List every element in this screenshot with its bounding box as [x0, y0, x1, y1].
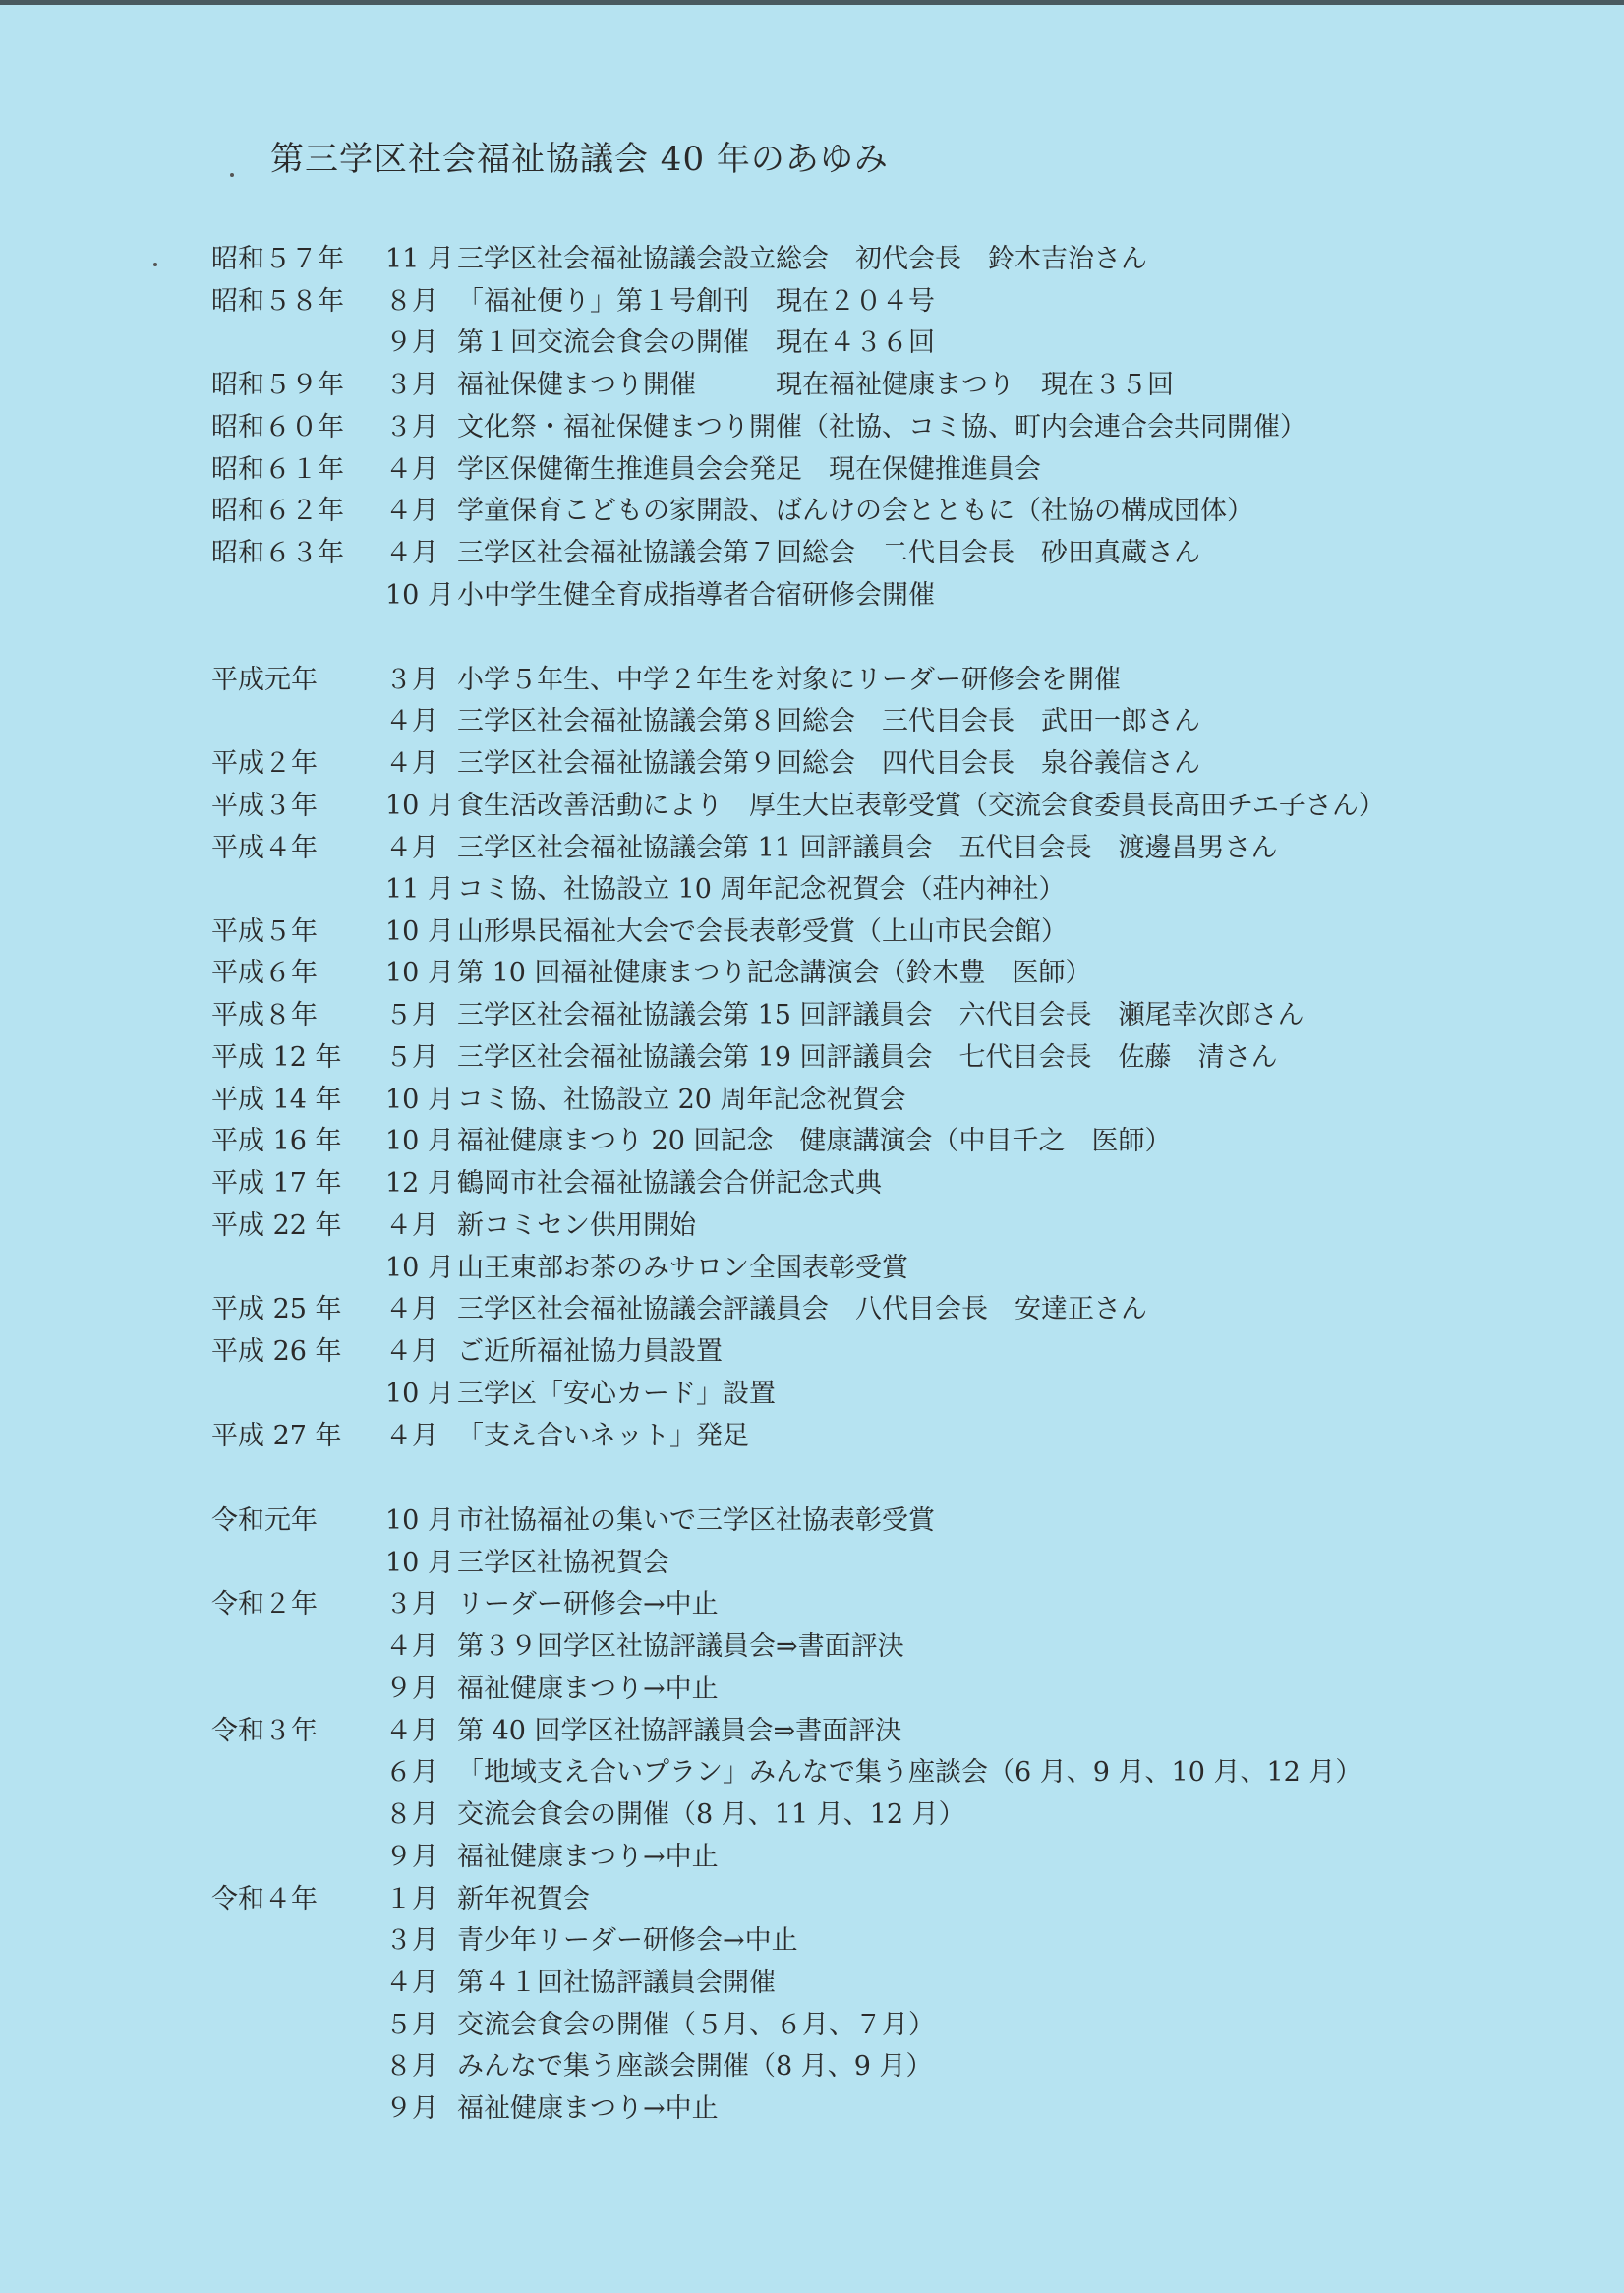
- entry-month: ９月: [385, 1842, 438, 1872]
- entry-era: 令和４年: [211, 1884, 318, 1914]
- entry-text: 「地域支え合いプラン」みんなで集う座談会（6 月、9 月、10 月、12 月）: [457, 1757, 1363, 1788]
- entry-era: 昭和６３年: [211, 538, 344, 568]
- entry-month: ６月: [385, 1757, 438, 1788]
- entry-month: ４月: [385, 1631, 438, 1662]
- entry-month: 10 月: [385, 1505, 454, 1536]
- entry-text: 山形県民福祉大会で会長表彰受賞（上山市民会館）: [457, 916, 1068, 947]
- entry-month: ４月: [385, 1336, 438, 1367]
- entry-era: 令和３年: [211, 1716, 318, 1746]
- entry-month: 10 月: [385, 1548, 454, 1578]
- stray-mark: [230, 173, 234, 177]
- entry-era: 平成 27 年: [211, 1421, 342, 1451]
- entry-month: 10 月: [385, 958, 454, 988]
- entry-month: 10 月: [385, 1379, 454, 1409]
- entry-month: ５月: [385, 1000, 438, 1030]
- entry-text: 福祉健康まつり→中止: [457, 1842, 719, 1872]
- entry-month: １月: [385, 1884, 438, 1914]
- entry-text: 文化祭・福祉保健まつり開催（社協、コミ協、町内会連合会共同開催）: [457, 412, 1306, 442]
- entry-month: ９月: [385, 1674, 438, 1704]
- entry-era: 令和２年: [211, 1589, 318, 1619]
- entry-era: 平成 12 年: [211, 1042, 342, 1073]
- entry-era: 昭和６０年: [211, 412, 344, 442]
- entry-text: 学区保健衛生推進員会会発足 現在保健推進員会: [457, 454, 1041, 485]
- entry-month: ９月: [385, 327, 438, 358]
- entry-text: 三学区社会福祉協議会第９回総会 四代目会長 泉谷義信さん: [457, 748, 1200, 779]
- entry-era: 平成５年: [211, 916, 318, 947]
- entry-month: ４月: [385, 1421, 438, 1451]
- entry-era: 昭和５８年: [211, 286, 344, 317]
- entry-month: ３月: [385, 1925, 438, 1956]
- entry-month: ３月: [385, 665, 438, 695]
- entry-text: 三学区社会福祉協議会第８回総会 三代目会長 武田一郎さん: [457, 706, 1200, 736]
- entry-text: 第 10 回福祉健康まつり記念講演会（鈴木豊 医師）: [457, 958, 1092, 988]
- entry-month: 11 月: [385, 244, 454, 274]
- entry-era: 昭和６２年: [211, 496, 344, 526]
- entry-month: ４月: [385, 748, 438, 779]
- entry-text: 三学区社会福祉協議会設立総会 初代会長 鈴木吉治さん: [457, 244, 1147, 274]
- entry-month: ３月: [385, 370, 438, 400]
- entry-text: 新年祝賀会: [457, 1884, 590, 1914]
- entry-month: 11 月: [385, 874, 454, 905]
- entry-text: 交流会食会の開催（５月、６月、７月）: [457, 2010, 935, 2040]
- entry-era: 平成 26 年: [211, 1336, 342, 1367]
- entry-text: 山王東部お茶のみサロン全国表彰受賞: [457, 1253, 908, 1283]
- entry-month: ５月: [385, 1042, 438, 1073]
- entry-era: 平成 17 年: [211, 1168, 342, 1199]
- entry-text: 福祉健康まつり→中止: [457, 1674, 719, 1704]
- entry-month: ４月: [385, 1210, 438, 1241]
- entry-text: みんなで集う座談会開催（8 月、9 月）: [457, 2051, 933, 2082]
- entry-month: ９月: [385, 2093, 438, 2124]
- entry-month: ４月: [385, 496, 438, 526]
- entry-era: 昭和６１年: [211, 454, 344, 485]
- entry-text: 三学区社協祝賀会: [457, 1548, 669, 1578]
- entry-era: 平成 25 年: [211, 1294, 342, 1324]
- entry-month: 10 月: [385, 580, 454, 611]
- scan-top-edge: [0, 0, 1624, 5]
- entry-month: ４月: [385, 1294, 438, 1324]
- entry-era: 昭和５９年: [211, 370, 344, 400]
- entry-month: ４月: [385, 538, 438, 568]
- entry-month: 10 月: [385, 1085, 454, 1115]
- entry-month: ３月: [385, 1589, 438, 1619]
- entry-text: 交流会食会の開催（8 月、11 月、12 月）: [457, 1799, 965, 1830]
- entry-month: 10 月: [385, 791, 454, 821]
- entry-month: ３月: [385, 412, 438, 442]
- entry-text: 三学区社会福祉協議会第 15 回評議員会 六代目会長 瀬尾幸次郎さん: [457, 1000, 1305, 1030]
- entry-era: 平成 16 年: [211, 1126, 342, 1156]
- entry-text: コミ協、社協設立 20 周年記念祝賀会: [457, 1085, 906, 1115]
- entry-text: 新コミセン供用開始: [457, 1210, 696, 1241]
- entry-era: 平成４年: [211, 833, 318, 863]
- entry-text: 「福祉便り」第１号創刊 現在２０４号: [457, 286, 935, 317]
- entry-text: 第４１回社協評議員会開催: [457, 1968, 776, 1998]
- entry-text: 小学５年生、中学２年生を対象にリーダー研修会を開催: [457, 665, 1121, 695]
- entry-month: ４月: [385, 833, 438, 863]
- entry-month: ８月: [385, 2051, 438, 2082]
- entry-month: 10 月: [385, 916, 454, 947]
- entry-text: 市社協福祉の集いで三学区社協表彰受賞: [457, 1505, 935, 1536]
- entry-era: 平成８年: [211, 1000, 318, 1030]
- entry-era: 平成２年: [211, 748, 318, 779]
- entry-era: 令和元年: [211, 1505, 318, 1536]
- entry-text: 三学区社会福祉協議会第 11 回評議員会 五代目会長 渡邊昌男さん: [457, 833, 1278, 863]
- entry-text: 「支え合いネット」発足: [457, 1421, 749, 1451]
- entry-text: 三学区社会福祉協議会第 19 回評議員会 七代目会長 佐藤 清さん: [457, 1042, 1278, 1073]
- entry-era: 昭和５７年: [211, 244, 344, 274]
- entry-text: 第１回交流会食会の開催 現在４３６回: [457, 327, 935, 358]
- entry-text: 福祉保健まつり開催 現在福祉健康まつり 現在３５回: [457, 370, 1174, 400]
- entry-text: 学童保育こどもの家開設、ばんけの会とともに（社協の構成団体）: [457, 496, 1253, 526]
- entry-text: 三学区「安心カード」設置: [457, 1379, 776, 1409]
- entry-text: 福祉健康まつり 20 回記念 健康講演会（中目千之 医師）: [457, 1126, 1172, 1156]
- entry-text: コミ協、社協設立 10 周年記念祝賀会（荘内神社）: [457, 874, 1066, 905]
- entry-text: 三学区社会福祉協議会評議員会 八代目会長 安達正さん: [457, 1294, 1147, 1324]
- entry-era: 平成 22 年: [211, 1210, 342, 1241]
- entry-text: 小中学生健全育成指導者合宿研修会開催: [457, 580, 935, 611]
- entry-text: 鶴岡市社会福祉協議会合併記念式典: [457, 1168, 882, 1199]
- entry-month: ４月: [385, 706, 438, 736]
- entry-month: ８月: [385, 1799, 438, 1830]
- entry-text: ご近所福祉協力員設置: [457, 1336, 723, 1367]
- entry-era: 平成６年: [211, 958, 318, 988]
- entry-era: 平成３年: [211, 791, 318, 821]
- entry-month: 10 月: [385, 1126, 454, 1156]
- entry-text: リーダー研修会→中止: [457, 1589, 719, 1619]
- entry-month: ４月: [385, 1968, 438, 1998]
- entry-text: 食生活改善活動により 厚生大臣表彰受賞（交流会食委員長高田チエ子さん）: [457, 791, 1385, 821]
- entry-text: 第 40 回学区社協評議員会⇒書面評決: [457, 1716, 902, 1746]
- entry-text: 青少年リーダー研修会→中止: [457, 1925, 798, 1956]
- entry-era: 平成 14 年: [211, 1085, 342, 1115]
- entry-month: 10 月: [385, 1253, 454, 1283]
- page-title: 第三学区社会福祉協議会 40 年のあゆみ: [270, 140, 889, 179]
- entry-month: 12 月: [385, 1168, 454, 1199]
- stray-mark: [153, 263, 157, 266]
- entry-text: 三学区社会福祉協議会第７回総会 二代目会長 砂田真蔵さん: [457, 538, 1200, 568]
- entry-month: ８月: [385, 286, 438, 317]
- entry-text: 福祉健康まつり→中止: [457, 2093, 719, 2124]
- entry-month: ４月: [385, 1716, 438, 1746]
- entry-era: 平成元年: [211, 665, 318, 695]
- entry-month: ５月: [385, 2010, 438, 2040]
- entry-month: ４月: [385, 454, 438, 485]
- entry-text: 第３９回学区社協評議員会⇒書面評決: [457, 1631, 904, 1662]
